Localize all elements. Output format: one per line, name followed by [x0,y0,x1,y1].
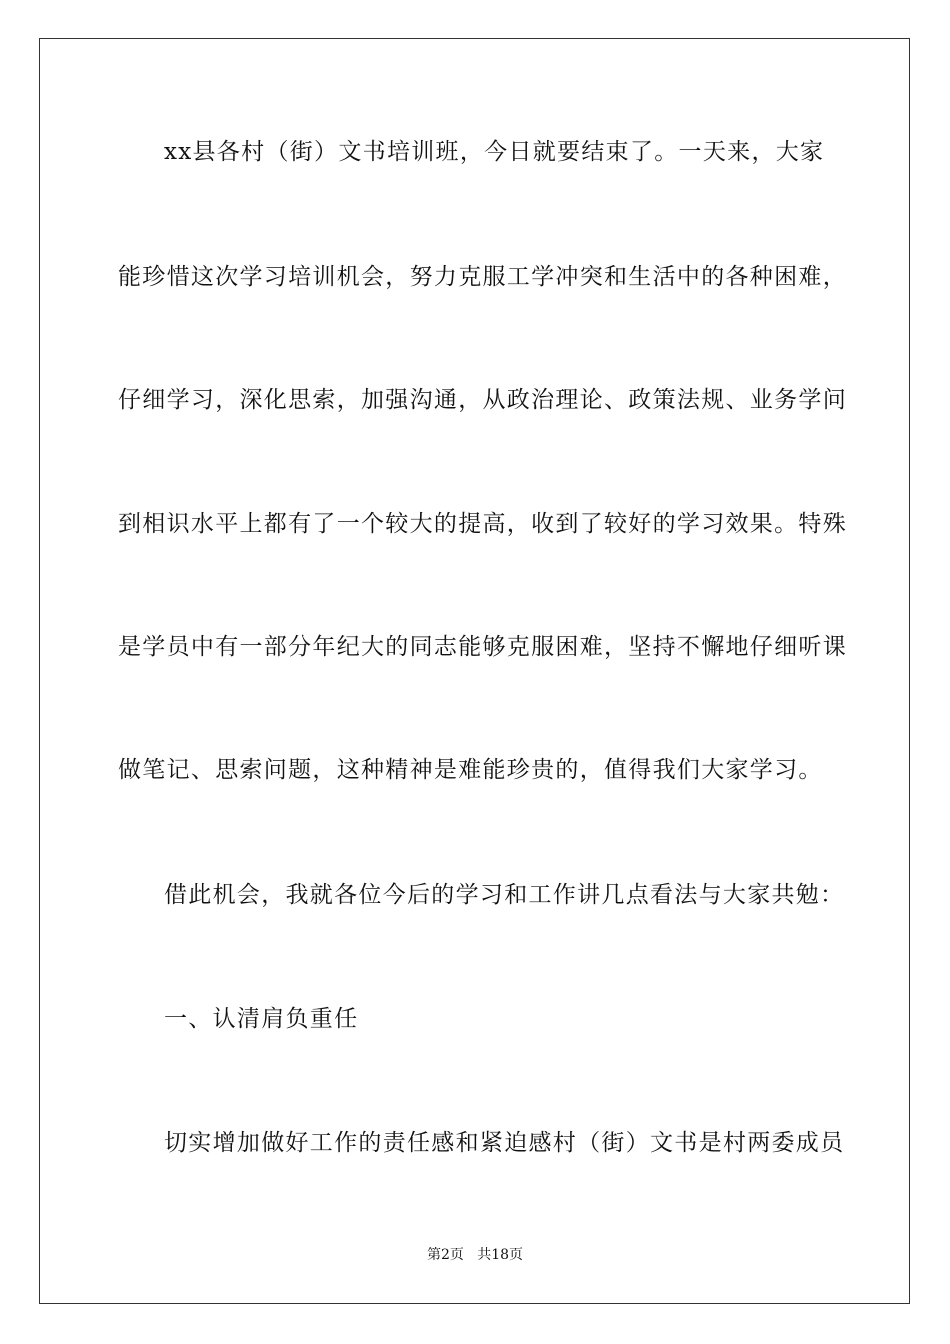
paragraph-line-5: 是学员中有一部分年纪大的同志能够克服困难，坚持不懈地仔细听课 [118,634,847,660]
page-frame [39,38,910,1304]
paragraph-line-1: xx县各村（街）文书培训班，今日就要结束了。一天来，大家 [164,139,825,165]
paragraph-line-2: 能珍惜这次学习培训机会，努力克服工学冲突和生活中的各种困难， [118,264,847,290]
paragraph-line-7: 借此机会，我就各位今后的学习和工作讲几点看法与大家共勉： [164,882,845,908]
paragraph-line-4: 到相识水平上都有了一个较大的提高，收到了较好的学习效果。特殊 [118,511,847,537]
paragraph-line-6: 做笔记、思索问题，这种精神是难能珍贵的，值得我们大家学习。 [118,757,823,783]
page-number-footer: 第2页 共18页 [426,1247,524,1263]
section-heading: 一、认清肩负重任 [164,1006,359,1032]
paragraph-line-3: 仔细学习，深化思索，加强沟通，从政治理论、政策法规、业务学问 [118,387,847,413]
paragraph-line-9: 切实增加做好工作的责任感和紧迫感村（街）文书是村两委成员 [164,1130,845,1156]
